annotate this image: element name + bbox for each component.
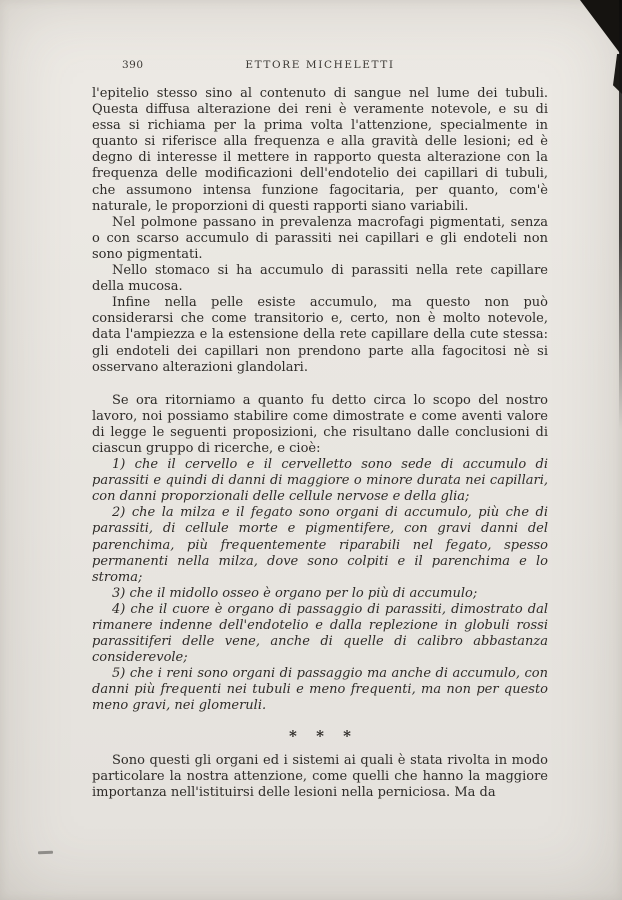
text-block — [92, 86, 548, 801]
proposition-1: 1) che il cervello e il cervelletto sono sede di accumulo di parassiti e quindi di danni di maggiore o minore durata nei capillari, con danni proporzionali delle cellule nervose e della glia; — [92, 457, 548, 505]
proposition-5: 5) che i reni sono organi di passaggio ma anche di accumulo, con danni più frequenti nei tubuli e meno frequenti, ma non per questo meno gravi, nei glomeruli. — [92, 666, 548, 714]
paragraph: Nel polmone passano in prevalenza macrofagi pigmentati, senza o con scarso accumulo di parassiti nei capillari e gli endoteli non sono pigmentati. — [92, 214, 548, 262]
scan-artifact-top-right-corner — [580, 0, 622, 56]
paragraph: Infine nella pelle esiste accumulo, ma questo non può considerarsi che come transitorio e, certo, non è molto notevole, data l'ampiezza e la estensione della rete capillare della cute stessa: gli endoteli dei capillari non prendono parte alla fagocitosi nè si osservano alterazioni glandolari. — [92, 295, 548, 375]
paragraph-conclusions-intro: Se ora ritorniamo a quanto fu detto circa lo scopo del nostro lavoro, noi possiamo stabilire come dimostrate e come aventi valore di legge le seguenti proposizioni, che risultano dalle conclusioni di ciascun gruppo di ricerche, e cioè: — [92, 392, 548, 456]
page-header — [92, 59, 548, 71]
paragraph: Nello stomaco si ha accumulo di parassiti nella rete capillare della mucosa. — [92, 263, 548, 295]
page-number: 390 — [122, 59, 144, 71]
proposition-4: 4) che il cuore è organo di passaggio di parassiti, dimostrato dal rimanere indenne dell'endotelio e dalla replezione in globuli rossi parassitiferi delle vene, anche di quelle di calibro abbastanza considerevole; — [92, 601, 548, 666]
paragraph-continuation: l'epitelio stesso sino al contenuto di sangue nel lume dei tubuli. Questa diffusa alterazione dei reni è veramente notevole, e su di essa si richiama per la prima volta l'attenzione, specialmente in quanto si riferisce alla frequenza e alla gravità delle lesioni; ed è degno di interesse il mettere in rapporto questa alterazione con la frequenza delle modificazioni dell'endotelio dei capillari di tubuli, che assumono intensa funzione fagocitaria, per quanto, com'è naturale, le proporzioni di questi rapporti siano variabili. — [92, 86, 548, 214]
running-head: ETTORE MICHELETTI — [245, 59, 395, 71]
proposition-2: 2) che la milza e il fegato sono organi di accumulo, più che di parassiti, di cellule morte e pigmentifere, con gravi danni del parenchima, più frequentemente riparabili nel fegato, spesso permanenti nella milza, dove sono colpiti e il parenchima e lo stroma; — [92, 505, 548, 585]
scan-artifact-right-edge-blob — [613, 54, 622, 94]
section-separator: * * * — [289, 726, 358, 745]
proposition-3: 3) che il midollo osseo è organo per lo più di accumulo; — [112, 585, 478, 601]
paragraph-closing: Sono questi gli organi ed i sistemi ai quali è stata rivolta in modo particolare la nostra attenzione, come quelli che hanno la maggiore importanza nell'istituirsi delle lesioni nella perniciosa. Ma da — [92, 752, 548, 800]
scan-artifact-bottom-left-mark — [38, 851, 53, 855]
